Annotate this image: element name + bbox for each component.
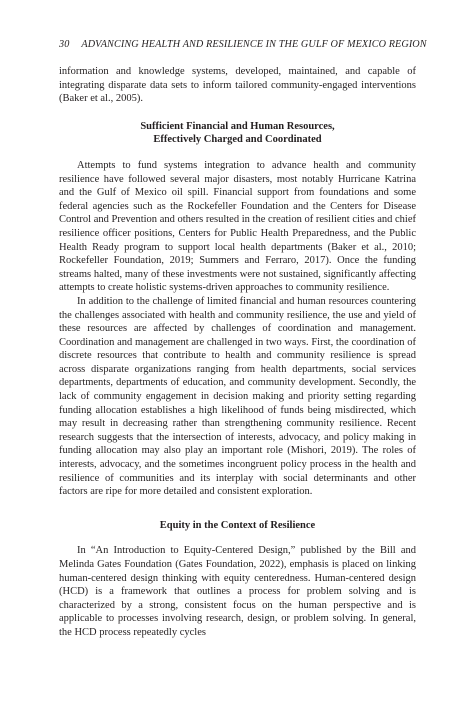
running-head-title: ADVANCING HEALTH AND RESILIENCE IN THE GULF OF MEXICO REGION (81, 39, 427, 50)
section-heading-resources (59, 120, 416, 147)
opening-paragraph: information and knowledge systems, developed, maintained, and capable of integrating disparate data sets to inform tailored community-engaged interventions (Baker et al., 2005). (59, 66, 416, 105)
page-number: 30 (59, 39, 70, 50)
body-paragraph: In “An Introduction to Equity-Centered Design,” published by the Bill and Melinda Gates Foundation (Gates Foundation, 2022), emphasis is placed on linking human-centered design thinking with equity centeredness. Human-centered design (HCD) is a framework that outlines a process for problem solving and is characterized by a strong, consistent focus on the human perspective and is applicable to processes involving research, design, or problem solving. In general, the HCD process repeatedly cycles (59, 545, 416, 638)
body-paragraph: Attempts to fund systems integration to advance health and community resilience have followed several major disasters, most notably Hurricane Katrina and the Gulf of Mexico oil spill. Financial support from foundations and some federal agencies such as the Rockefeller Foundation and the Centers for Disease Control and Prevention and others resulted in the creation of resilient cities and chief resilience officer positions, Centers for Public Health Preparedness, and the Public Health Ready program to support local health departments (Baker et al., 2010; Rockefeller Foundation, 2019; Summers and Ferraro, 2017). Once the funding streams halted, many of these investments were not sustained, significantly affecting attempts to create holistic systems-driven approaches to community resilience. (59, 159, 416, 294)
section-heading-line: Equity in the Context of Resilience (159, 519, 316, 531)
body-paragraph: In addition to the challenge of limited financial and human resources countering the challenges associated with health and community resilience, the use and yield of these resources are affected by challenges of coordination and management. Coordination and management are challenged in two ways. First, the coordination of discrete resources that contribute to health and community resilience is spread across disparate organizations ranging from health departments, social services departments, departments of education, and community development. Secondly, the lack of community engagement in decision making and priority setting regarding funding allocation establishes a high likelihood of funds being misdirected, which may result in decreasing rather than strengthening community resilience. Recent research suggests that the intersection of interests, advocacy, and policy making in funding allocation may also play an important role (Mishori, 2019). The roles of interests, advocacy, and the sometimes incongruent policy process in the health and resilience of communities and its interplay with social determinants and other factors are ripe for more detailed and consistent exploration. (59, 295, 416, 498)
running-head (59, 38, 427, 52)
section-heading-line: Sufficient Financial and Human Resources, (140, 120, 335, 132)
section-heading-equity (59, 519, 416, 533)
book-page (59, 38, 427, 640)
section-heading-line: Effectively Charged and Coordinated (153, 134, 322, 146)
